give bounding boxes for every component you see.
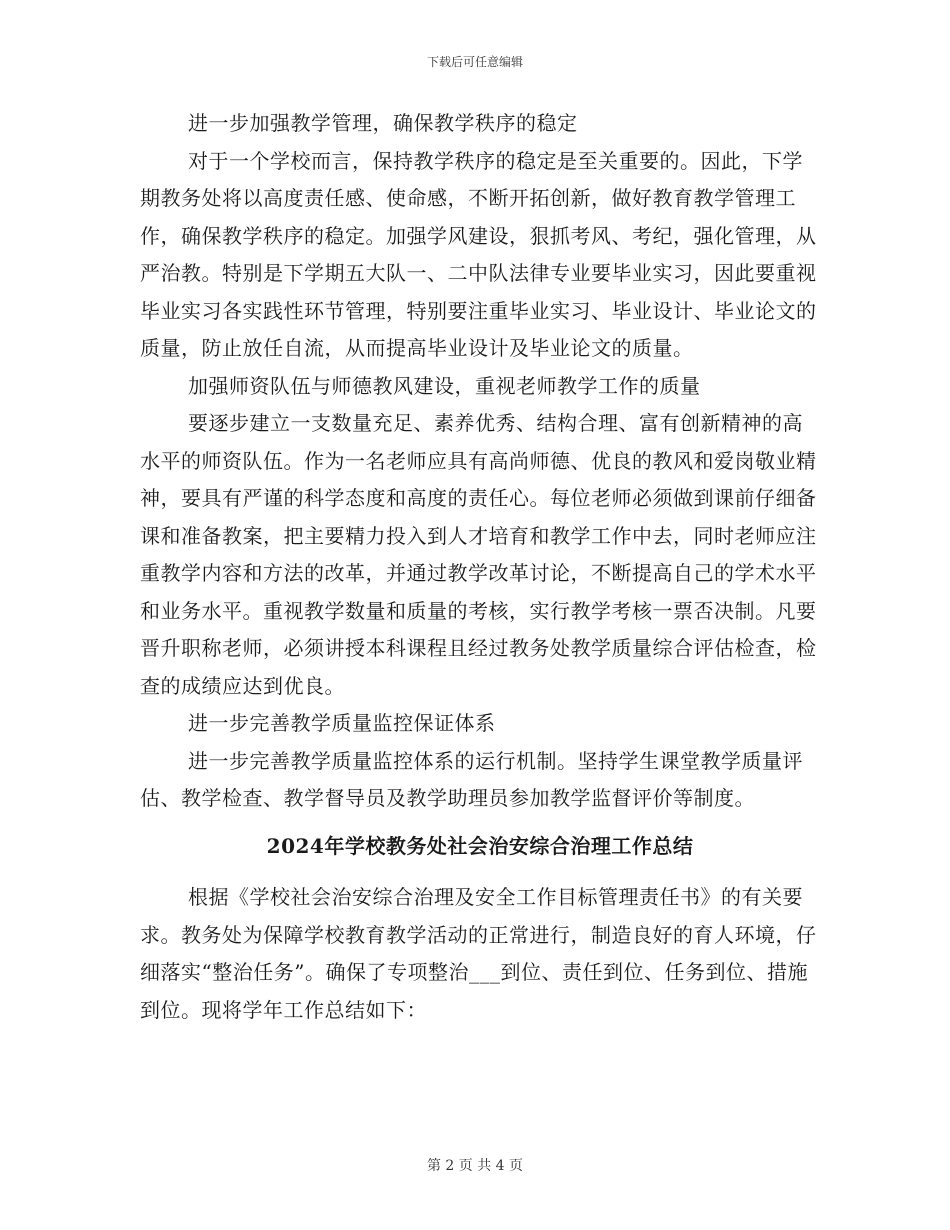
page-number: 第 2 页 共 4 页 [426,1158,524,1174]
section-paragraph-teaching-management: 对于一个学校而言，保持教学秩序的稳定是至关重要的。因此，下学期教务处将以高度责任感、使命感，不断开拓创新，做好教育教学管理工作，确保教学秩序的稳定。加强学风建设，狠抓考风、考纪，强化管理，从严治教。特别是下学期五大队一、二中队法律专业要毕业实习，因此要重视毕业实习各实践性环节管理，特别要注重毕业实习、毕业设计、毕业论文的质量，防止放任自流，从而提高毕业设计及毕业论文的质量。 [140,148,817,360]
page-header: 下载后可任意编辑 [426,55,523,69]
section-heading-faculty: 加强师资队伍与师德教风建设，重视老师教学工作的质量 [188,373,701,398]
document-body [140,105,820,1029]
section-heading-quality-monitoring: 进一步完善教学质量监控保证体系 [188,711,496,735]
section-paragraph-quality-monitoring: 进一步完善教学质量监控体系的运行机制。坚持学生课堂教学质量评估、教学检查、教学督导员及教学助理员参加教学监督评价等制度。 [140,748,803,810]
section-paragraph-faculty: 要逐步建立一支数量充足、素养优秀、结构合理、富有创新精神的高水平的师资队伍。作为一名老师应具有高尚师德、优良的教风和爱岗敬业精神，要具有严谨的科学态度和高度的责任心。每位老师必须做到课前仔细备课和准备教案，把主要精力投入到人才培育和教学工作中去，同时老师应注重教学内容和方法的改革，并通过教学改革讨论，不断提高自己的学术水平和业务水平。重视教学数量和质量的考核，实行教学考核一票否决制。凡要晋升职称老师，必须讲授本科课程且经过教务处教学质量综合评估检查，检查的成绩应达到优良。 [140,411,817,698]
document-title: 2024年学校教务处社会治安综合治理工作总结 [266,833,694,858]
section-heading-teaching-management: 进一步加强教学管理，确保教学秩序的稳定 [188,111,578,135]
document-intro-paragraph: 根据《学校社会治安综合治理及安全工作目标管理责任书》的有关要求。教务处为保障学校教育教学活动的正常进行，制造良好的育人环境，仔细落实“整治任务”。确保了专项整治___到位、责任到位、任务到位、措施到位。现将学年工作总结如下： [140,885,817,1022]
